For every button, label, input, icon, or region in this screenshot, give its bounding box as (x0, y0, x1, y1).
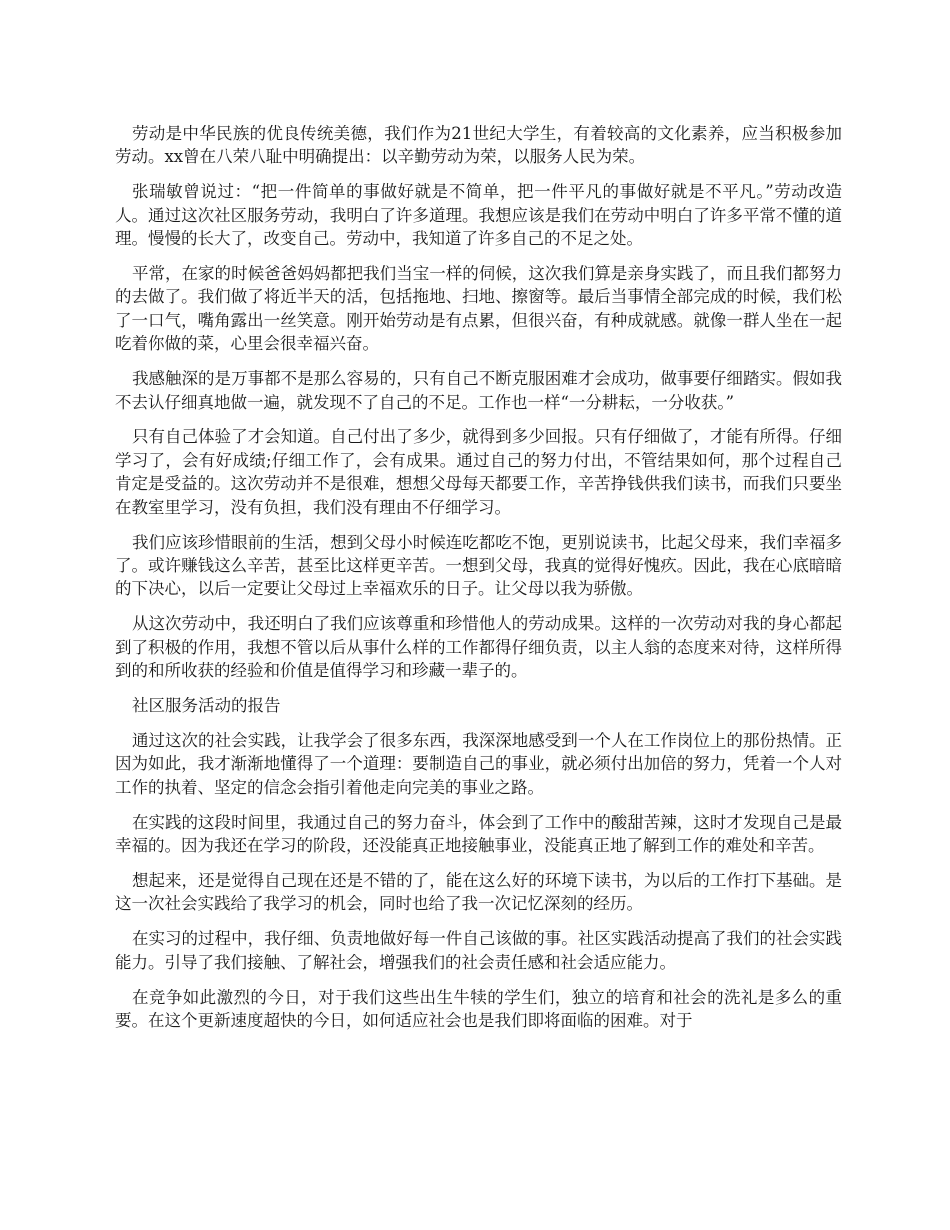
paragraph-11: 在实习的过程中，我仔细、负责地做好每一件自己该做的事。社区实践活动提高了我们的社会实践能力。引导了我们接触、了解社会，增强我们的社会责任感和社会适应能力。 (115, 929, 842, 972)
section-heading: 社区服务活动的报告 (132, 696, 281, 716)
paragraph-7: 从这次劳动中，我还明白了我们应该尊重和珍惜他人的劳动成果。这样的一次劳动对我的身心都起到了积极的作用，我想不管以后从事什么样的工作都得仔细负责，以主人翁的态度来对待，这样所得到的和所收获的经验和价值是值得学习和珍藏一辈子的。 (115, 614, 842, 681)
paragraph-8: 通过这次的社会实践，让我学会了很多东西，我深深地感受到一个人在工作岗位上的那份热情。正因为如此，我才渐渐地懂得了一个道理：要制造自己的事业，就必须付出加倍的努力，凭着一个人对工作的执着、坚定的信念会指引着他走向完美的事业之路。 (115, 730, 842, 797)
paragraph-9: 在实践的这段时间里，我通过自己的努力奋斗，体会到了工作中的酸甜苦辣，这时才发现自己是最幸福的。因为我还在学习的阶段，还没能真正地接触事业，没能真正地了解到工作的难处和辛苦。 (115, 812, 842, 856)
paragraph-1: 劳动是中华民族的优良传统美德，我们作为21世纪大学生，有着较高的文化素养，应当积极参加劳动。xx曾在八荣八耻中明确提出：以辛勤劳动为荣，以服务人民为荣。 (115, 124, 842, 167)
paragraph-4: 我感触深的是万事都不是那么容易的，只有自己不断克服困难才会成功，做事要仔细踏实。假如我不去认仔细真地做一遍，就发现不了自己的不足。工作也一样“一分耕耘，一分收获。” (115, 369, 842, 412)
paragraph-5: 只有自己体验了才会知道。自己付出了多少，就得到多少回报。只有仔细做了，才能有所得。仔细学习了，会有好成绩;仔细工作了，会有成果。通过自己的努力付出，不管结果如何，那个过程自己肯定是受益的。这次劳动并不是很难，想想父母每天都要工作，辛苦挣钱供我们读书，而我们只要坐在教室里学习，没有负担，我们没有理由不仔细学习。 (115, 427, 842, 517)
paragraph-6: 我们应该珍惜眼前的生活，想到父母小时候连吃都吃不饱，更别说读书，比起父母来，我们幸福多了。或许赚钱这么辛苦，甚至比这样更辛苦。一想到父母，我真的觉得好愧疚。因此，我在心底暗暗的下决心，以后一定要让父母过上幸福欢乐的日子。让父母以我为骄傲。 (115, 532, 842, 599)
paragraph-10: 想起来，还是觉得自己现在还是不错的了，能在这么好的环境下读书，为以后的工作打下基础。是这一次社会实践给了我学习的机会，同时也给了我一次记忆深刻的经历。 (115, 870, 842, 914)
paragraph-3: 平常，在家的时候爸爸妈妈都把我们当宝一样的伺候，这次我们算是亲身实践了，而且我们都努力的去做了。我们做了将近半天的活，包括拖地、扫地、擦窗等。最后当事情全部完成的时候，我们松了一口气，嘴角露出一丝笑意。刚开始劳动是有点累，但很兴奋，有种成就感。就像一群人坐在一起吃着你做的菜，心里会很幸福兴奋。 (115, 264, 842, 354)
document-page (115, 122, 842, 1044)
paragraph-12: 在竞争如此激烈的今日，对于我们这些出生牛犊的学生们，独立的培育和社会的洗礼是多么的重要。在这个更新速度超快的今日，如何适应社会也是我们即将面临的困难。对于 (115, 987, 842, 1030)
paragraph-2: 张瑞敏曾说过：“把一件简单的事做好就是不简单，把一件平凡的事做好就是不平凡。”劳动改造人。通过这次社区服务劳动，我明白了许多道理。我想应该是我们在劳动中明白了许多平常不懂的道理。慢慢的长大了，改变自己。劳动中，我知道了许多自己的不足之处。 (115, 182, 842, 249)
